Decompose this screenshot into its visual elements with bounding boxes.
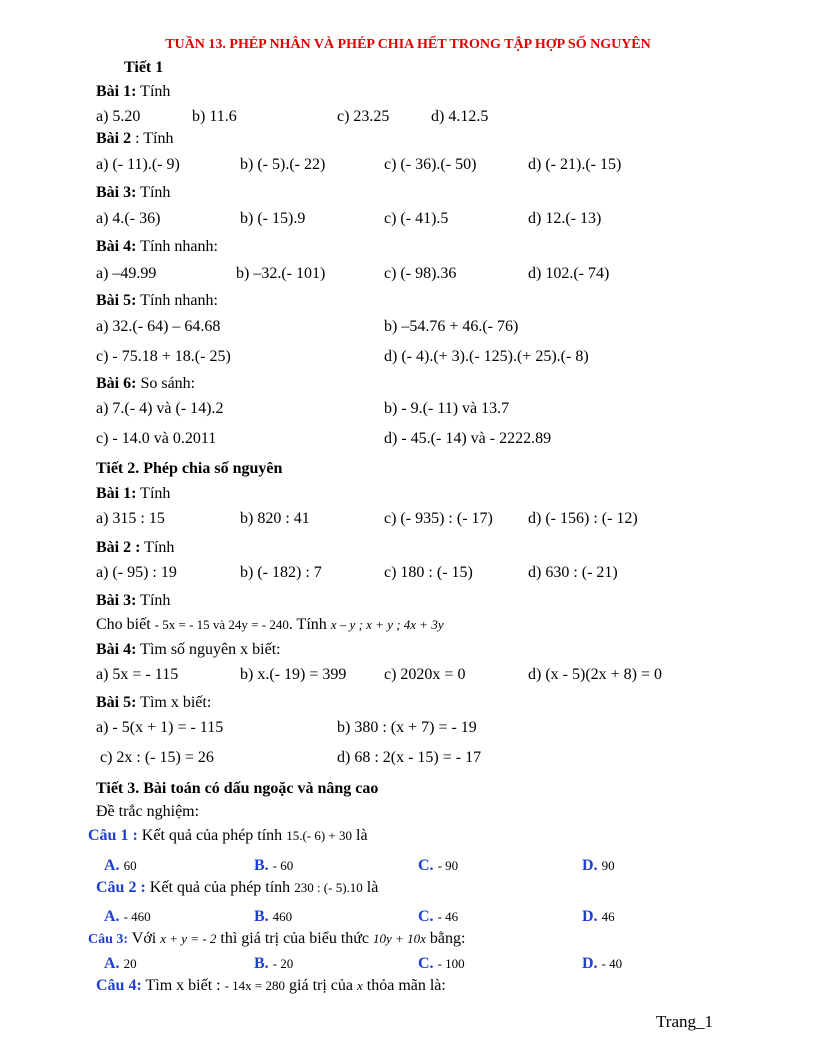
answer-option-d[interactable]: D. 90	[582, 857, 615, 874]
exercise-item: a) 315 : 15	[96, 510, 165, 527]
exercise-item: a) 7.(- 4) và (- 14).2	[96, 400, 224, 417]
exercise-heading: Bài 6: So sánh:	[96, 375, 196, 392]
exercise-heading: Bài 2 : Tính	[96, 130, 174, 147]
section-heading-tiet3: Tiết 3. Bài toán có dấu ngoặc và nâng cao	[96, 780, 379, 797]
exercise-heading: Bài 1: Tính	[96, 83, 171, 100]
exercise-item: b) x.(- 19) = 399	[240, 666, 347, 683]
exercise-item: a) 5x = - 115	[96, 666, 179, 683]
page-number: Trang_1	[656, 1012, 713, 1031]
exercise-item: b) 380 : (x + 7) = - 19	[337, 719, 477, 736]
exercise-item: a) 5.20	[96, 108, 141, 125]
page-title: TUẦN 13. PHÉP NHÂN VÀ PHÉP CHIA HẾT TRONG TẬP HỢP SỐ NGUYÊN	[165, 37, 651, 52]
answer-option-c[interactable]: C. - 46	[418, 908, 459, 925]
section-heading-tiet2: Tiết 2. Phép chia số nguyên	[96, 460, 283, 477]
answer-option-b[interactable]: B. - 60	[254, 857, 294, 874]
exercise-item: c) 23.25	[337, 108, 390, 125]
exercise-heading: Bài 1: Tính	[96, 485, 171, 502]
exercise-item: d) 68 : 2(x - 15) = - 17	[337, 749, 482, 766]
answer-option-d[interactable]: D. - 40	[582, 955, 623, 972]
exercise-item: b) –32.(- 101)	[236, 265, 326, 282]
exercise-item: a) 32.(- 64) – 64.68	[96, 318, 221, 335]
exercise-item: b) (- 15).9	[240, 210, 306, 227]
exercise-heading: Bài 2 : Tính	[96, 539, 175, 556]
exercise-item: b) –54.76 + 46.(- 76)	[384, 318, 519, 335]
exercise-item: c) (- 935) : (- 17)	[384, 510, 493, 527]
answer-option-b[interactable]: B. - 20	[254, 955, 294, 972]
exercise-item: a) - 5(x + 1) = - 115	[96, 719, 224, 736]
answer-option-d[interactable]: D. 46	[582, 908, 615, 925]
exercise-item: c) - 14.0 và 0.2011	[96, 430, 217, 447]
exercise-item: c) 2x : (- 15) = 26	[100, 749, 214, 766]
exercise-heading: Bài 3: Tính	[96, 592, 171, 609]
exercise-item: d) 102.(- 74)	[528, 265, 610, 282]
exercise-item: a) 4.(- 36)	[96, 210, 161, 227]
exercise-item: b) 820 : 41	[240, 510, 310, 527]
exercise-heading: Bài 3: Tính	[96, 184, 171, 201]
exercise-item: c) 180 : (- 15)	[384, 564, 473, 581]
exercise-item: b) (- 5).(- 22)	[240, 156, 326, 173]
answer-option-a[interactable]: A. 60	[104, 857, 137, 874]
exercise-item: d) (- 4).(+ 3).(- 125).(+ 25).(- 8)	[384, 348, 589, 365]
exercise-item: d) - 45.(- 14) và - 2222.89	[384, 430, 552, 447]
exercise-item: d) (- 156) : (- 12)	[528, 510, 638, 527]
answer-option-a[interactable]: A. - 460	[104, 908, 151, 925]
answer-option-c[interactable]: C. - 90	[418, 857, 459, 874]
quiz-subheading: Đề trắc nghiệm:	[96, 803, 200, 820]
answer-option-a[interactable]: A. 20	[104, 955, 137, 972]
exercise-item: d) 630 : (- 21)	[528, 564, 618, 581]
exercise-item: b) (- 182) : 7	[240, 564, 322, 581]
exercise-item: a) (- 95) : 19	[96, 564, 177, 581]
question-3: Câu 3: Với x + y = - 2 thì giá trị của biểu thức 10y + 10x bằng:	[88, 930, 466, 947]
exercise-item: c) 2020x = 0	[384, 666, 466, 683]
section-heading-tiet1: Tiết 1	[124, 59, 164, 76]
exercise-item: a) (- 11).(- 9)	[96, 156, 180, 173]
exercise-item: b) 11.6	[192, 108, 237, 125]
answer-option-b[interactable]: B. 460	[254, 908, 293, 925]
exercise-text: Cho biết - 5x = - 15 và 24y = - 240. Tính x – y ; x + y ; 4x + 3y	[96, 616, 444, 633]
question-2: Câu 2 : Kết quả của phép tính 230 : (- 5).10 là	[96, 879, 379, 896]
exercise-item: b) - 9.(- 11) và 13.7	[384, 400, 510, 417]
exercise-item: d) (- 21).(- 15)	[528, 156, 622, 173]
exercise-item: d) 12.(- 13)	[528, 210, 602, 227]
exercise-heading: Bài 4: Tính nhanh:	[96, 238, 218, 255]
question-1: Câu 1 : Kết quả của phép tính 15.(- 6) + 30 là	[88, 827, 368, 844]
exercise-item: d) 4.12.5	[431, 108, 489, 125]
exercise-heading: Bài 4: Tìm số nguyên x biết:	[96, 641, 281, 658]
exercise-item: d) (x - 5)(2x + 8) = 0	[528, 666, 663, 683]
answer-option-c[interactable]: C. - 100	[418, 955, 465, 972]
question-4: Câu 4: Tìm x biết : - 14x = 280 giá trị của x thỏa mãn là:	[96, 977, 446, 994]
exercise-item: c) (- 98).36	[384, 265, 457, 282]
exercise-heading: Bài 5: Tìm x biết:	[96, 694, 212, 711]
exercise-item: c) (- 41).5	[384, 210, 449, 227]
exercise-item: c) - 75.18 + 18.(- 25)	[96, 348, 231, 365]
exercise-item: c) (- 36).(- 50)	[384, 156, 477, 173]
exercise-item: a) –49.99	[96, 265, 157, 282]
exercise-heading: Bài 5: Tính nhanh:	[96, 292, 218, 309]
